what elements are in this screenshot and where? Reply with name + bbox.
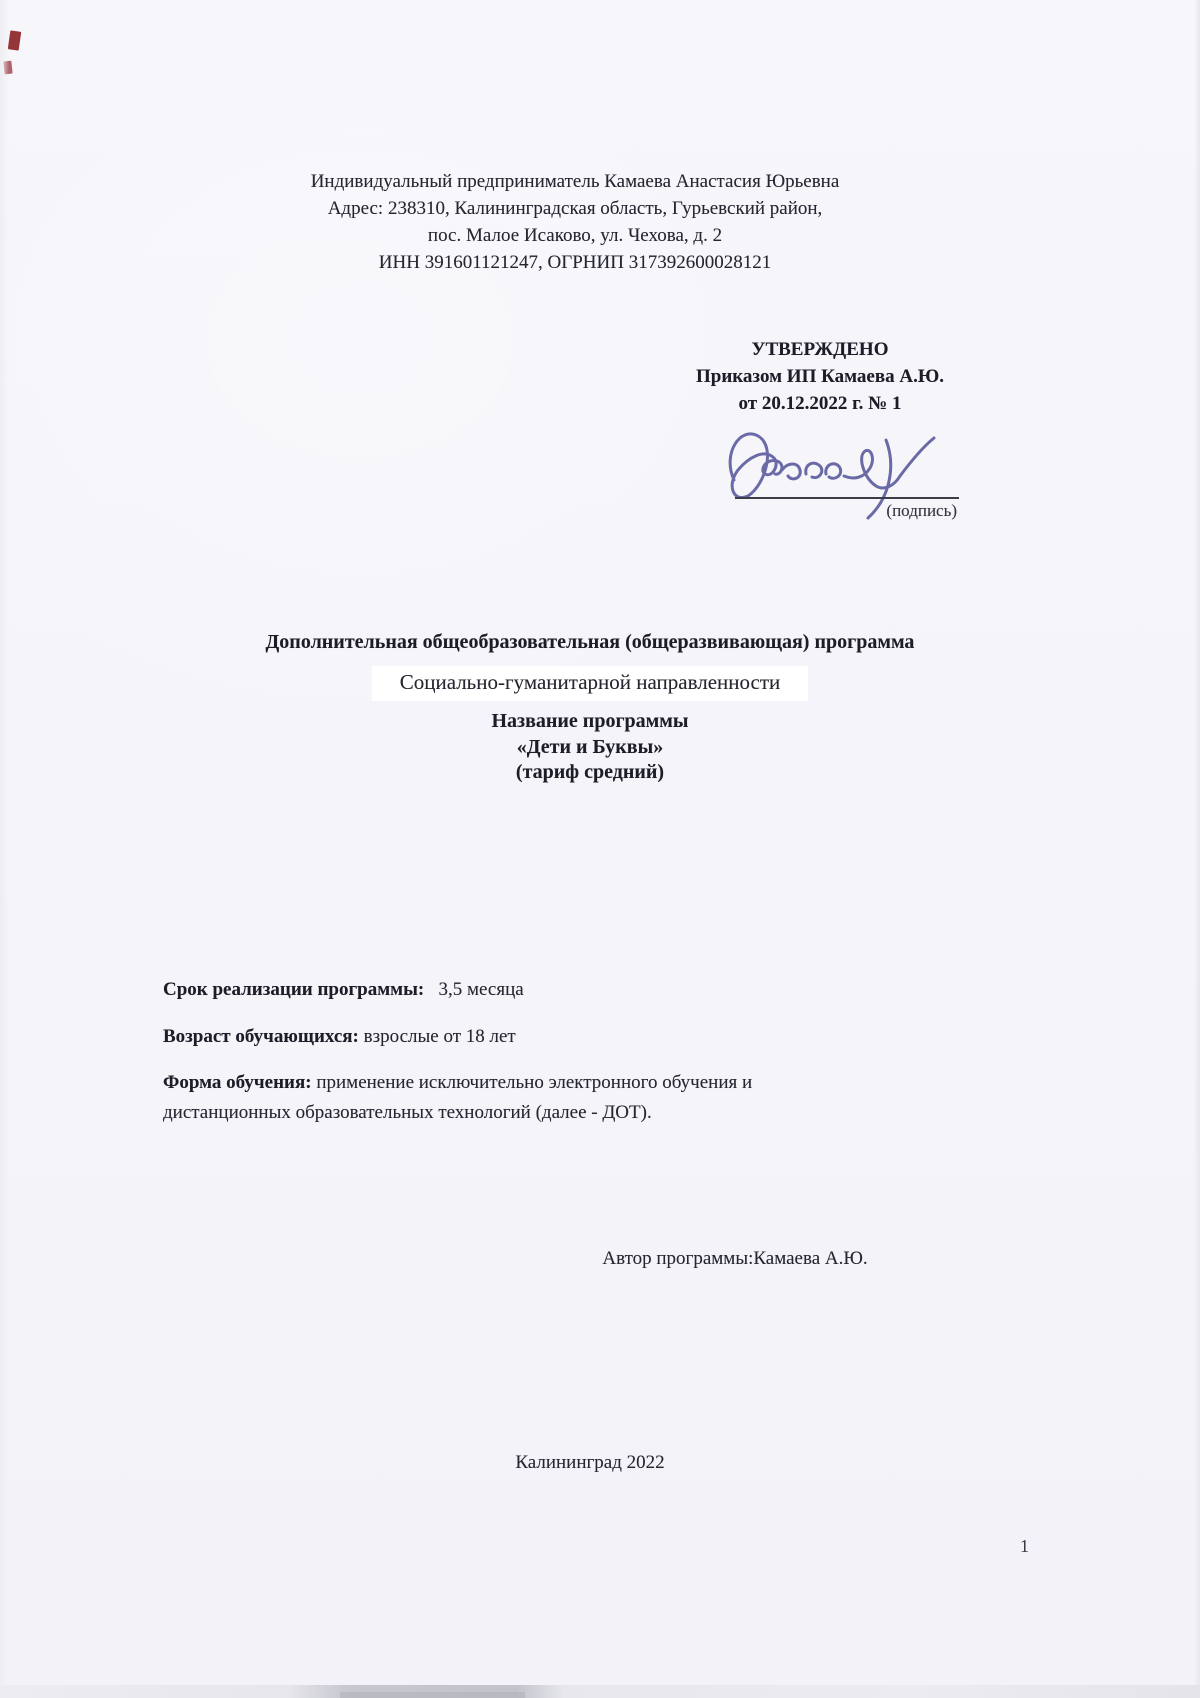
org-inn-ogrnip: ИНН 391601121247, ОГРНИП 317392600028121: [378, 252, 772, 273]
program-tariff: (тариф средний): [515, 761, 665, 783]
org-address-line1: Адрес: 238310, Калининградская область, Гурьевский район,: [327, 198, 823, 219]
detail-form: [163, 1068, 863, 1128]
detail-duration: [163, 975, 863, 1005]
org-name: Индивидуальный предприниматель Камаева Анастасия Юрьевна: [310, 171, 840, 192]
program-type-title: Дополнительная общеобразовательная (общеразвивающая) программа: [265, 631, 915, 653]
org-address-line2: пос. Малое Исаково, ул. Чехова, д. 2: [427, 225, 723, 246]
scan-edge-bottom-shadow: [340, 1692, 525, 1698]
detail-age-value: взрослые от 18 лет: [363, 1026, 516, 1047]
approval-order: Приказом ИП Камаева А.Ю.: [695, 366, 944, 387]
scan-edge-bottom: [0, 1685, 1200, 1698]
detail-form-value: применение исключительно электронного обучения и дистанционных образовательных технологий (далее - ДОТ).: [163, 1072, 753, 1123]
detail-age: [163, 1022, 863, 1052]
footer-city-year: Калининград 2022: [515, 1452, 665, 1473]
signature-caption: (подпись): [886, 501, 957, 520]
program-direction-row: [35, 666, 1145, 701]
organization-header: [20, 168, 1130, 276]
scan-artifact-red-mark: [8, 30, 22, 50]
program-name: «Дети и Буквы»: [516, 736, 664, 758]
scan-edge-right: [1194, 0, 1200, 1698]
approval-block: [640, 336, 1000, 417]
program-author: Автор программы:Камаева А.Ю.: [602, 1248, 868, 1269]
scan-edge-left: [0, 0, 9, 1698]
detail-duration-value: 3,5 месяца: [438, 979, 524, 1000]
program-name-label: Название программы: [491, 710, 689, 732]
signature-underline: [735, 497, 959, 499]
detail-age-label: Возраст обучающихся:: [163, 1026, 359, 1047]
program-direction: Социально-гуманитарной направленности: [372, 666, 809, 701]
detail-duration-label: Срок реализации программы:: [163, 979, 425, 1000]
detail-form-label: Форма обучения:: [163, 1072, 312, 1093]
approval-stamp: УТВЕРЖДЕНО: [751, 339, 889, 360]
page-number: 1: [1020, 1536, 1029, 1556]
approval-date: от 20.12.2022 г. № 1: [738, 393, 902, 414]
